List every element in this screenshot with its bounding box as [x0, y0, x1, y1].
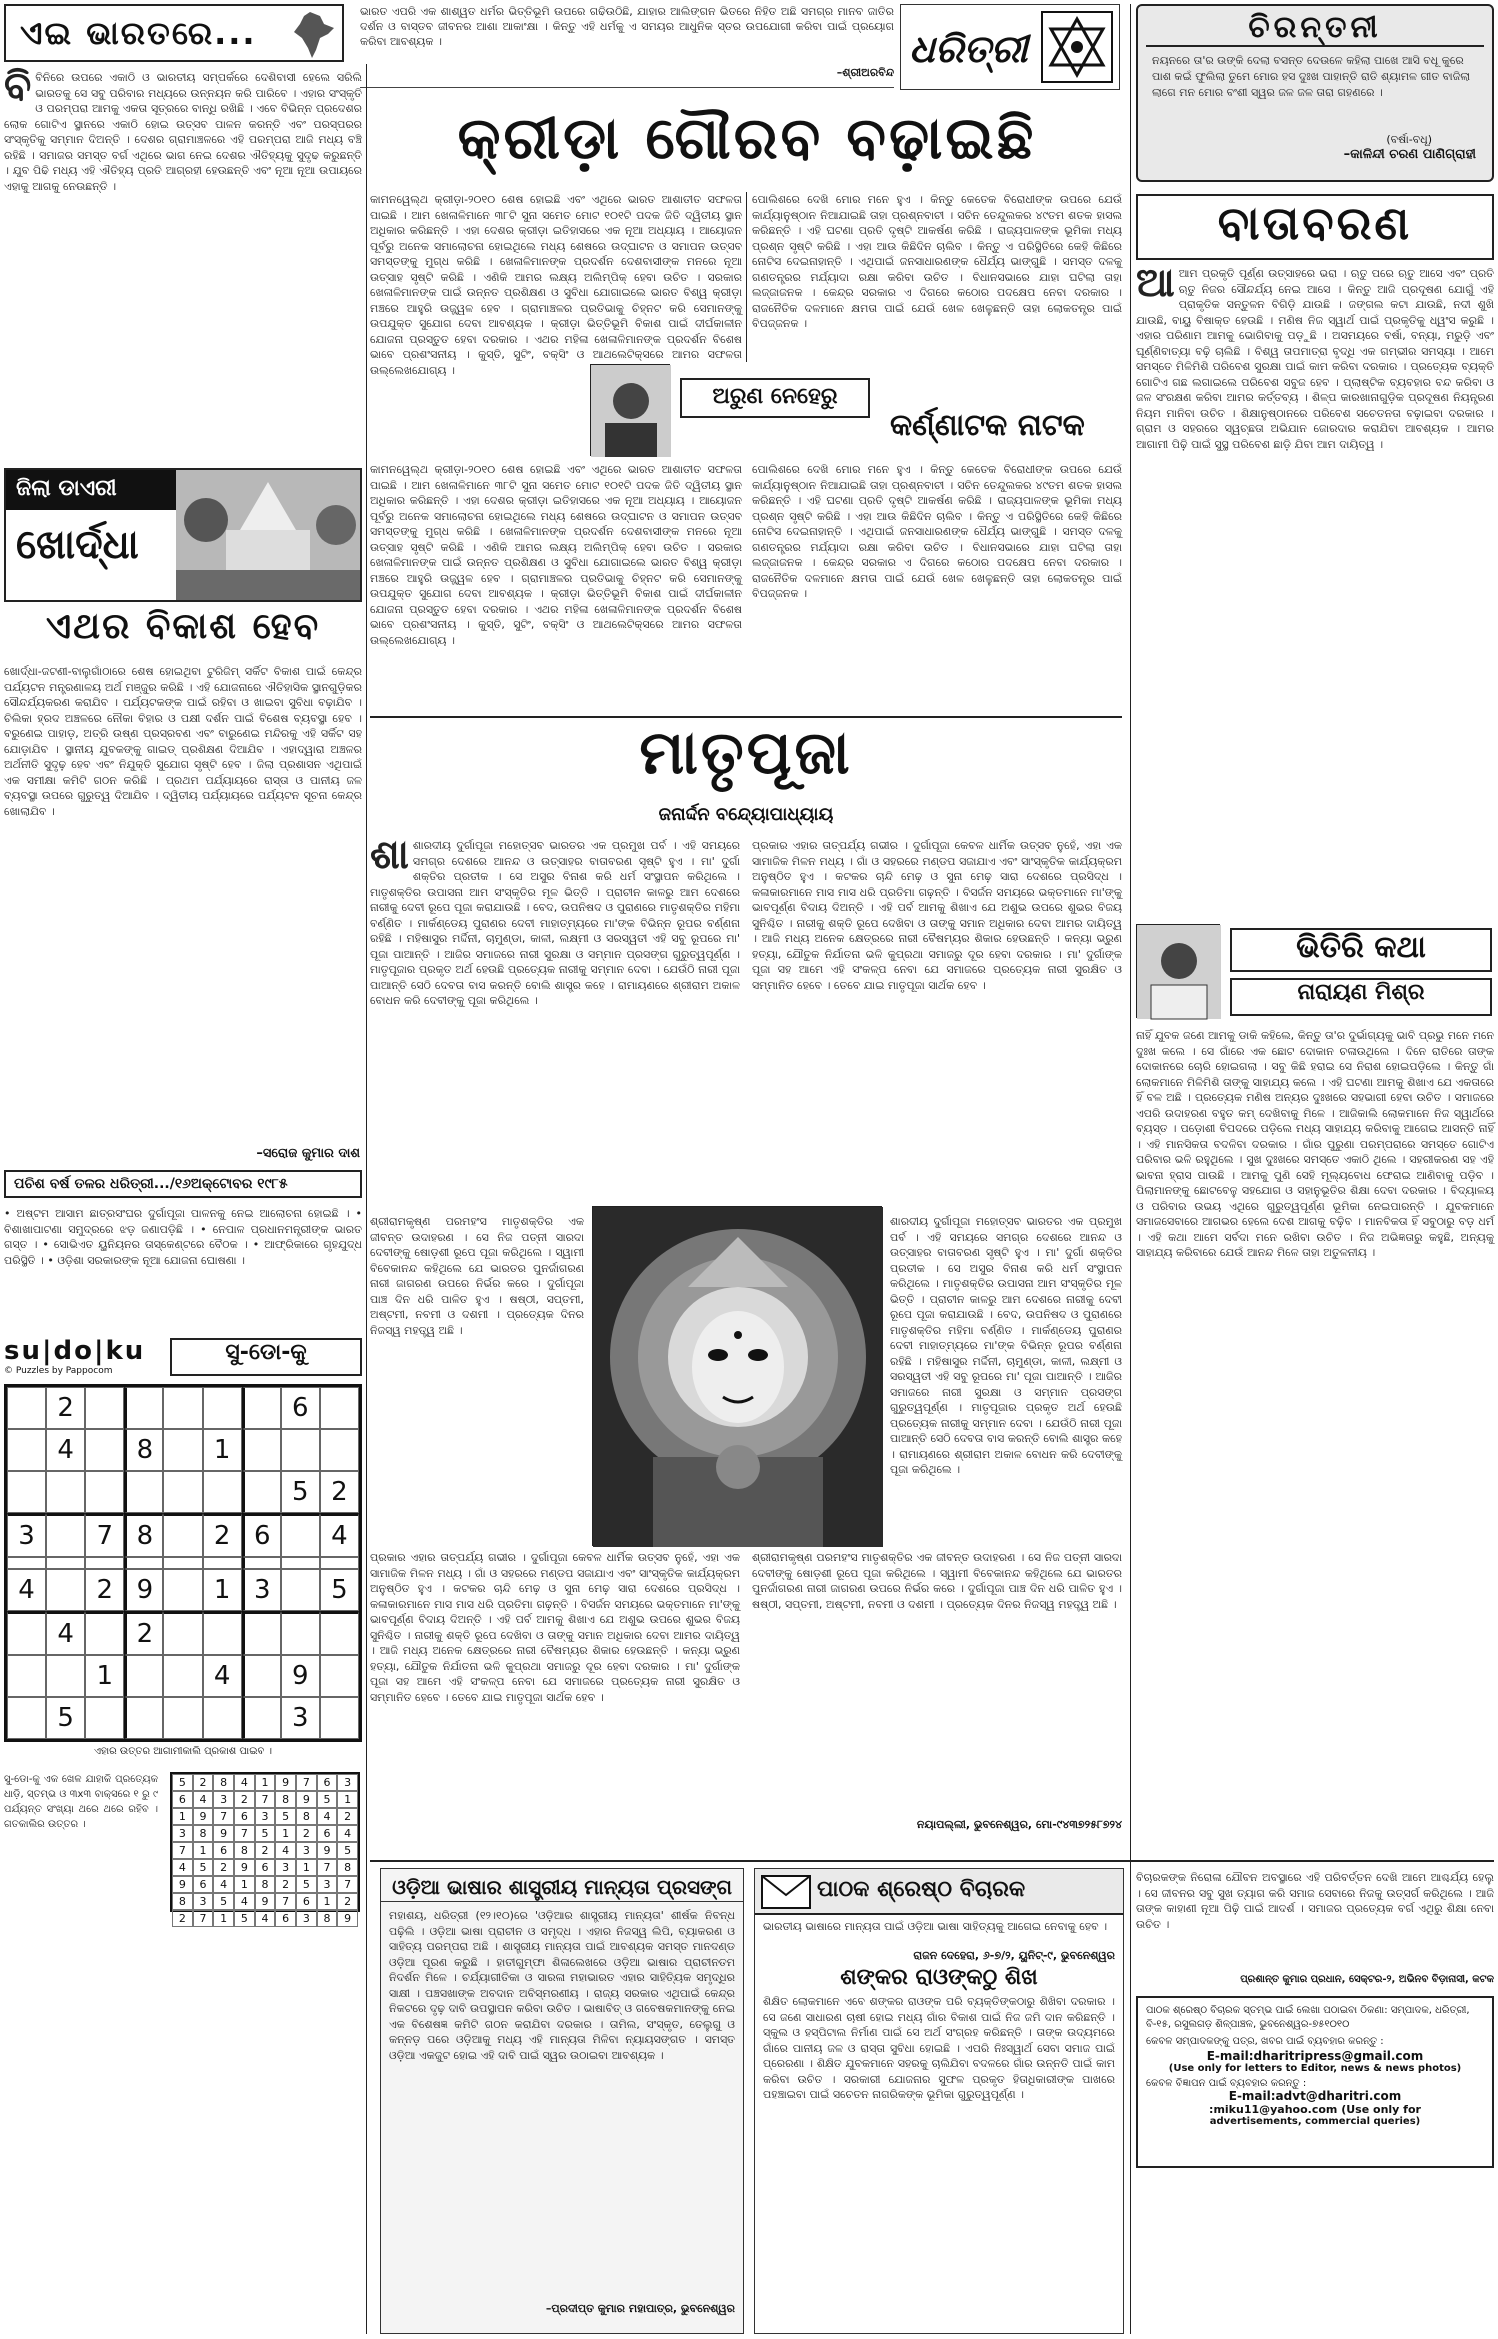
solution-cell: 1: [193, 1842, 214, 1859]
solution-cell: 5: [317, 1791, 338, 1808]
contact-email1[interactable]: E-mail:dharitripress@gmail.com: [1206, 2049, 1424, 2063]
krida-body: କାମନୱେଲ୍ଥ କ୍ରୀଡ଼ା-୨୦୧୦ ଶେଷ ହୋଇଛି ଏବଂ ଏଥିରେ ଭାରତ ଆଶାତୀତ ସଫଳତା ପାଇଛି । ଆମ ଖେଳାଳିମାନେ ୩୮ଟି ସୁନା ସମେତ ମୋଟ ୧୦୧ଟି ପଦକ ଜିତି ଦ୍ୱିତୀୟ ସ୍ଥାନ ଅଧିକାର କରିଛନ୍ତି । ଏହା ଦେଶର କ୍ରୀଡ଼ା ଇତିହାସରେ ଏକ ନୂଆ ଅଧ୍ୟାୟ । ଆୟୋଜନ ପୂର୍ବରୁ ଅନେକ ସମାଲୋଚନା ହୋଇଥିଲେ ମଧ୍ୟ ଶେଷରେ ଉଦ୍‌ଘାଟନ ଓ ସମାପନ ଉତ୍ସବ ସମସ୍ତଙ୍କୁ ମୁଗ୍ଧ କରିଛି । ଖେଳାଳିମାନଙ୍କ ପ୍ରଦର୍ଶନ ଦେଶବାସୀଙ୍କ ମନରେ ନୂଆ ଉତ୍ସାହ ସୃଷ୍ଟି କରିଛି । ଏଣିକି ଆମର ଲକ୍ଷ୍ୟ ଅଲିମ୍ପିକ୍ ହେବା ଉଚିତ । ସରକାର ଖେଳାଳିମାନଙ୍କ ପାଇଁ ଉନ୍ନତ ପ୍ରଶିକ୍ଷଣ ଓ ସୁବିଧା ଯୋଗାଇଲେ ଭାରତ ବିଶ୍ୱ କ୍ରୀଡ଼ା ମଞ୍ଚରେ ଆହୁରି ଉଜ୍ଜ୍ୱଳ ହେବ । ଗ୍ରାମାଞ୍ଚଳର ପ୍ରତିଭାକୁ ଚିହ୍ନଟ କରି ସେମାନଙ୍କୁ ଉପଯୁକ୍ତ ସୁଯୋଗ ଦେବା ଆବଶ୍ୟକ । କ୍ରୀଡ଼ା ଭିତ୍ତିଭୂମି ବିକାଶ ପାଇଁ ଦୀର୍ଘକାଳୀନ ଯୋଜନା ପ୍ରସ୍ତୁତ ହେବା ଦରକାର । ଏଥର ମହିଳା ଖେଳାଳିମାନଙ୍କ ପ୍ରଦର୍ଶନ ବିଶେଷ ଭାବେ ପ୍ରଶଂସନୀୟ । କୁସ୍ତି, ସୁଟିଂ, ବକ୍ସିଂ ଓ ଆଥଲେଟିକ୍ସରେ ଆମର ସଫଳତା ଉଲ୍ଲେଖଯୋଗ୍ୟ ।: [370, 193, 742, 377]
pathaka-body: ଶିକ୍ଷିତ ଲୋକମାନେ ଏବେ ଶଙ୍କର ରାଓଙ୍କ ପରି ବ୍ୟକ୍ତିଙ୍କଠାରୁ ଶିଖିବା ଦରକାର । ସେ ଜଣେ ସାଧାରଣ ଚାଷୀ ହୋଇ ମଧ୍ୟ ଗାଁର ବିକାଶ ପାଇଁ ନିଜ ଜମି ଦାନ କରିଛନ୍ତି । ସ୍କୁଲ ଓ ହସ୍ପିଟାଲ ନିର୍ମାଣ ପାଇଁ ସେ ଅର୍ଥ ସଂଗ୍ରହ କରିଛନ୍ତି । ତାଙ୍କ ଉଦ୍ୟମରେ ଗାଁରେ ପାନୀୟ ଜଳ ଓ ରାସ୍ତା ସୁବିଧା ହୋଇଛି । ଏପରି ନିଃସ୍ୱାର୍ଥ ସେବା ସମାଜ ପାଇଁ ପ୍ରେରଣା । ଶିକ୍ଷିତ ଯୁବକମାନେ ସହରକୁ ଚାଲିଯିବା ବଦଳରେ ଗାଁର ଉନ୍ନତି ପାଇଁ କାମ କରିବା ଉଚିତ । ସରକାରୀ ଯୋଜନାର ସୁଫଳ ପ୍ରକୃତ ହିତାଧିକାରୀଙ୍କ ପାଖରେ ପହଞ୍ଚାଇବା ପାଇଁ ସଚେତନ ନାଗରିକଙ୍କ ଭୂମିକା ଗୁରୁତ୍ୱପୂର୍ଣ୍ଣ ।: [763, 1995, 1115, 2101]
sudoku-cell: 4: [46, 1611, 85, 1655]
bikasha-body: ଖୋର୍ଦ୍ଧା-ଜଟଣୀ-ବାଲୁଗାଁଠାରେ ଶେଷ ହୋଇଥିବା ଟୁରିଜିମ୍ ସର୍କିଟ ବିକାଶ ପାଇଁ କେନ୍ଦ୍ର ପର୍ଯ୍ୟଟନ ମନ୍ତ୍ରଣାଳୟ ଅର୍ଥ ମଞ୍ଜୁର କରିଛି । ଏହି ଯୋଜନାରେ ଐତିହାସିକ ସ୍ଥାନଗୁଡ଼ିକର ସୌନ୍ଦର୍ଯ୍ୟକରଣ କରାଯିବ । ପର୍ଯ୍ୟଟକଙ୍କ ପାଇଁ ରହିବା ଓ ଖାଇବା ସୁବିଧା ବଢ଼ାଯିବ । ଚିଲିକା ହ୍ରଦ ଅଞ୍ଚଳରେ ନୌକା ବିହାର ଓ ପକ୍ଷୀ ଦର୍ଶନ ପାଇଁ ବିଶେଷ ବ୍ୟବସ୍ଥା ହେବ । ବରୁଣେଇ ପାହାଡ଼, ଅତ୍ରି ଉଷ୍ଣ ପ୍ରସ୍ରବଣ ଏବଂ ବାରୁଣେଇ ମନ୍ଦିରକୁ ଏହି ସର୍କିଟ ସହ ଯୋଡ଼ାଯିବ । ସ୍ଥାନୀୟ ଯୁବକଙ୍କୁ ଗାଇଡ୍ ପ୍ରଶିକ୍ଷଣ ଦିଆଯିବ । ଏହାଦ୍ୱାରା ଅଞ୍ଚଳର ଅର୍ଥନୀତି ସୁଦୃଢ଼ ହେବ ଏବଂ ନିଯୁକ୍ତି ସୁଯୋଗ ସୃଷ୍ଟି ହେବ । ଜିଲା ପ୍ରଶାସନ ଏଥିପାଇଁ ଏକ ସମୀକ୍ଷା କମିଟି ଗଠନ କରିଛି । ପ୍ରଥମ ପର୍ଯ୍ୟାୟରେ ରାସ୍ତା ଓ ପାନୀୟ ଜଳ ବ୍ୟବସ୍ଥା ଉପରେ ଗୁରୁତ୍ୱ ଦିଆଯିବ । ଦ୍ୱିତୀୟ ପର୍ଯ୍ୟାୟରେ ପର୍ଯ୍ୟଟନ ସୂଚନା କେନ୍ଦ୍ର ଖୋଲାଯିବ ।: [4, 665, 362, 818]
solution-cell: 4: [193, 1791, 214, 1808]
sudoku-cell: [85, 1611, 124, 1655]
solution-cell: 6: [317, 1774, 338, 1791]
sudoku-cell: [281, 1429, 320, 1471]
solution-cell: 9: [296, 1791, 317, 1808]
krida-body-continued: କାମନୱେଲ୍ଥ କ୍ରୀଡ଼ା-୨୦୧୦ ଶେଷ ହୋଇଛି ଏବଂ ଏଥିରେ ଭାରତ ଆଶାତୀତ ସଫଳତା ପାଇଛି । ଆମ ଖେଳାଳିମାନେ ୩୮ଟି ସୁନା ସମେତ ମୋଟ ୧୦୧ଟି ପଦକ ଜିତି ଦ୍ୱିତୀୟ ସ୍ଥାନ ଅଧିକାର କରିଛନ୍ତି । ଏହା ଦେଶର କ୍ରୀଡ଼ା ଇତିହାସରେ ଏକ ନୂଆ ଅଧ୍ୟାୟ । ଆୟୋଜନ ପୂର୍ବରୁ ଅନେକ ସମାଲୋଚନା ହୋଇଥିଲେ ମଧ୍ୟ ଶେଷରେ ଉଦ୍‌ଘାଟନ ଓ ସମାପନ ଉତ୍ସବ ସମସ୍ତଙ୍କୁ ମୁଗ୍ଧ କରିଛି । ଖେଳାଳିମାନଙ୍କ ପ୍ରଦର୍ଶନ ଦେଶବାସୀଙ୍କ ମନରେ ନୂଆ ଉତ୍ସାହ ସୃଷ୍ଟି କରିଛି । ଏଣିକି ଆମର ଲକ୍ଷ୍ୟ ଅଲିମ୍ପିକ୍ ହେବା ଉଚିତ । ସରକାର ଖେଳାଳିମାନଙ୍କ ପାଇଁ ଉନ୍ନତ ପ୍ରଶିକ୍ଷଣ ଓ ସୁବିଧା ଯୋଗାଇଲେ ଭାରତ ବିଶ୍ୱ କ୍ରୀଡ଼ା ମଞ୍ଚରେ ଆହୁରି ଉଜ୍ଜ୍ୱଳ ହେବ । ଗ୍ରାମାଞ୍ଚଳର ପ୍ରତିଭାକୁ ଚିହ୍ନଟ କରି ସେମାନଙ୍କୁ ଉପଯୁକ୍ତ ସୁଯୋଗ ଦେବା ଆବଶ୍ୟକ । କ୍ରୀଡ଼ା ଭିତ୍ତିଭୂମି ବିକାଶ ପାଇଁ ଦୀର୍ଘକାଳୀନ ଯୋଜନା ପ୍ରସ୍ତୁତ ହେବା ଦରକାର । ଏଥର ମହିଳା ଖେଳାଳିମାନଙ୍କ ପ୍ରଦର୍ଶନ ବିଶେଷ ଭାବେ ପ୍ରଶଂସନୀୟ । କୁସ୍ତି, ସୁଟିଂ, ବକ୍ସିଂ ଓ ଆଥଲେଟିକ୍ସରେ ଆମର ସଫଳତା ଉଲ୍ଲେଖଯୋଗ୍ୟ ।: [370, 463, 742, 647]
sudoku-cell: 2: [46, 1387, 85, 1429]
batabarana-title: ବାତାବରଣ: [1136, 194, 1494, 260]
karnataka-headline: କର୍ଣ୍ଣାଟକ ନାଟକ: [890, 408, 1085, 443]
contact-email2-b[interactable]: :miku11@yahoo.com (Use only for: [1209, 2103, 1421, 2116]
section-title: ଏଇ ଭାରତରେ...: [20, 14, 257, 52]
odia-bhasha-headline: ଓଡ଼ିଆ ଭାଷାର ଶାସ୍ତ୍ରୀୟ ମାନ୍ୟତା ପ୍ରସଙ୍ଗ: [381, 1869, 743, 1902]
jilla-district: ଖୋର୍ଦ୍ଧା: [16, 522, 139, 568]
solution-cell: 2: [337, 1808, 358, 1825]
sudoku-cell: [203, 1697, 242, 1739]
solution-cell: 8: [172, 1893, 193, 1910]
sudoku-cell: 1: [203, 1569, 242, 1611]
sudoku-cell: [320, 1387, 359, 1429]
sudoku-solution-grid: [170, 1772, 360, 1925]
solution-cell: 3: [296, 1910, 317, 1927]
sudoku-cell: 8: [124, 1513, 163, 1557]
matrupuja-body-bottom-left: ପ୍ରକାର ଏହାର ତାତ୍ପର୍ଯ୍ୟ ଗଭୀର । ଦୁର୍ଗାପୂଜା କେବଳ ଧାର୍ମିକ ଉତ୍ସବ ନୁହେଁ, ଏହା ଏକ ସାମାଜିକ ମିଳନ ମଧ୍ୟ । ଗାଁ ଓ ସହରରେ ମଣ୍ଡପ ସଜାଯାଏ ଏବଂ ସାଂସ୍କୃତିକ କାର୍ଯ୍ୟକ୍ରମ ଅନୁଷ୍ଠିତ ହୁଏ । କଟକର ଚାନ୍ଦି ମେଢ଼ ଓ ସୁନା ମେଢ଼ ସାରା ଦେଶରେ ପ୍ରସିଦ୍ଧ । କଳାକାରମାନେ ମାସ ମାସ ଧରି ପ୍ରତିମା ଗଢ଼ନ୍ତି । ବିସର୍ଜନ ସମୟରେ ଭକ୍ତମାନେ ମା'ଙ୍କୁ ଭାବପୂର୍ଣ୍ଣ ବିଦାୟ ଦିଅନ୍ତି । ଏହି ପର୍ବ ଆମକୁ ଶିଖାଏ ଯେ ଅଶୁଭ ଉପରେ ଶୁଭର ବିଜୟ ସୁନିଶ୍ଚିତ । ନାରୀକୁ ଶକ୍ତି ରୂପେ ଦେଖିବା ଓ ତାଙ୍କୁ ସମାନ ଅଧିକାର ଦେବା ଆମର ଦାୟିତ୍ୱ । ଆଜି ମଧ୍ୟ ଅନେକ କ୍ଷେତ୍ରରେ ନାରୀ ବୈଷମ୍ୟର ଶିକାର ହେଉଛନ୍ତି । କନ୍ୟା ଭ୍ରୁଣ ହତ୍ୟା, ଯୌତୁକ ନିର୍ଯାତନା ଭଳି କୁପ୍ରଥା ସମାଜରୁ ଦୂର ହେବା ଦରକାର । ମା' ଦୁର୍ଗାଙ୍କ ପୂଜା ସହ ଆମେ ଏହି ସଂକଳ୍ପ ନେବା ଯେ ସମାଜରେ ପ୍ରତ୍ୟେକ ନାରୀ ସୁରକ୍ଷିତ ଓ ସମ୍ମାନିତ ହେବେ । ତେବେ ଯାଇ ମାତୃପୂଜା ସାର୍ଥକ ହେବ ।: [370, 1551, 740, 1704]
solution-cell: 3: [193, 1893, 214, 1910]
bhitiri-box: [1136, 924, 1494, 1020]
chirantani-title: ଚିରନ୍ତନୀ: [1146, 6, 1484, 47]
sudoku-help-text: ସୁ-ଡୋ-କୁ ଏକ ଖେଳ ଯାହାକି ପ୍ରତ୍ୟେକ ଧାଡ଼ି, ସ୍ତମ୍ଭ ଓ ୩x୩ ବାକ୍ସରେ ୧ ରୁ ୯ ପର୍ଯ୍ୟନ୍ତ ସଂଖ୍ୟା ଥରେ ଥରେ ରହିବ । ଗତକାଲିର ଉତ୍ତର ।: [4, 1774, 158, 1830]
envelope-icon: [761, 1875, 811, 1909]
solution-cell: 3: [275, 1859, 296, 1876]
sudoku-cell: [242, 1655, 281, 1697]
sudoku-cell: 2: [203, 1513, 242, 1557]
solution-cell: 6: [172, 1791, 193, 1808]
sudoku-cell: [124, 1471, 163, 1513]
section-title-box: [4, 4, 344, 62]
solution-cell: 3: [296, 1842, 317, 1859]
bharat-article-body: ବିବିନିରେ ଉପରେ ଏକାଠି ଓ ଭାରତୀୟ ସମ୍ପର୍କରେ ଦେଶିବାସୀ ହେଲେ ସରିଲି ଭାରତକୁ ସେ ସବୁ ପରିବାର ମଧ୍ୟରେ ଉନ୍ନୟନ କରି ପାରିବେ । ଏହାର ସଂସ୍କୃତି ଓ ପରମ୍ପରା ଆମକୁ ଏକତା ସୂତ୍ରରେ ବାନ୍ଧି ରଖିଛି । ଏବେ ବିଭିନ୍ନ ପ୍ରଦେଶର ଲୋକ ଗୋଟିଏ ସ୍ଥାନରେ ଏକାଠି ହୋଇ ଉତ୍ସବ ପାଳନ କରନ୍ତି ଏବଂ ପରସ୍ପରର ସଂସ୍କୃତିକୁ ସମ୍ମାନ ଦିଅନ୍ତି । ଦେଶର ଗ୍ରାମାଞ୍ଚଳରେ ଏହି ପରମ୍ପରା ଆଜି ମଧ୍ୟ ବଞ୍ଚି ରହିଛି । ସମାଜର ସମସ୍ତ ବର୍ଗ ଏଥିରେ ଭାଗ ନେଇ ଦେଶର ଐତିହ୍ୟକୁ ସୁଦୃଢ କରୁଛନ୍ତି । ଯୁବ ପିଢି ମଧ୍ୟ ଏହି ଐତିହ୍ୟ ପ୍ରତି ଆଗ୍ରହୀ ହେଉଛନ୍ତି ଏବଂ ନୂଆ ନୂଆ ଉପାୟରେ ଏହାକୁ ଆଗକୁ ନେଉଛନ୍ତି ।: [4, 63, 362, 193]
solution-cell: 8: [213, 1774, 234, 1791]
solution-cell: 4: [317, 1808, 338, 1825]
solution-cell: 8: [317, 1910, 338, 1927]
sudoku-cell: [124, 1697, 163, 1739]
solution-cell: 8: [255, 1876, 276, 1893]
solution-cell: 5: [255, 1825, 276, 1842]
solution-cell: 9: [255, 1893, 276, 1910]
solution-cell: 8: [234, 1842, 255, 1859]
solution-cell: 4: [213, 1876, 234, 1893]
sudoku-cell: 4: [203, 1655, 242, 1697]
sudoku-publisher: © Puzzles by Pappocom: [4, 1366, 113, 1376]
sudoku-cell: [85, 1557, 124, 1569]
sudoku-cell: 9: [124, 1569, 163, 1611]
solution-cell: 2: [296, 1825, 317, 1842]
pathaka-subhead: ଶଙ୍କର ରାଓଙ୍କଠୁ ଶିଖ: [840, 1965, 1038, 1990]
solution-cell: 3: [255, 1808, 276, 1825]
solution-cell: 5: [275, 1808, 296, 1825]
matrupuja-body-right: ପ୍ରକାର ଏହାର ତାତ୍ପର୍ଯ୍ୟ ଗଭୀର । ଦୁର୍ଗାପୂଜା କେବଳ ଧାର୍ମିକ ଉତ୍ସବ ନୁହେଁ, ଏହା ଏକ ସାମାଜିକ ମିଳନ ମଧ୍ୟ । ଗାଁ ଓ ସହରରେ ମଣ୍ଡପ ସଜାଯାଏ ଏବଂ ସାଂସ୍କୃତିକ କାର୍ଯ୍ୟକ୍ରମ ଅନୁଷ୍ଠିତ ହୁଏ । କଟକର ଚାନ୍ଦି ମେଢ଼ ଓ ସୁନା ମେଢ଼ ସାରା ଦେଶରେ ପ୍ରସିଦ୍ଧ । କଳାକାରମାନେ ମାସ ମାସ ଧରି ପ୍ରତିମା ଗଢ଼ନ୍ତି । ବିସର୍ଜନ ସମୟରେ ଭକ୍ତମାନେ ମା'ଙ୍କୁ ଭାବପୂର୍ଣ୍ଣ ବିଦାୟ ଦିଅନ୍ତି । ଏହି ପର୍ବ ଆମକୁ ଶିଖାଏ ଯେ ଅଶୁଭ ଉପରେ ଶୁଭର ବିଜୟ ସୁନିଶ୍ଚିତ । ନାରୀକୁ ଶକ୍ତି ରୂପେ ଦେଖିବା ଓ ତାଙ୍କୁ ସମାନ ଅଧିକାର ଦେବା ଆମର ଦାୟିତ୍ୱ । ଆଜି ମଧ୍ୟ ଅନେକ କ୍ଷେତ୍ରରେ ନାରୀ ବୈଷମ୍ୟର ଶିକାର ହେଉଛନ୍ତି । କନ୍ୟା ଭ୍ରୁଣ ହତ୍ୟା, ଯୌତୁକ ନିର୍ଯାତନା ଭଳି କୁପ୍ରଥା ସମାଜରୁ ଦୂର ହେବା ଦରକାର । ମା' ଦୁର୍ଗାଙ୍କ ପୂଜା ସହ ଆମେ ଏହି ସଂକଳ୍ପ ନେବା ଯେ ସମାଜରେ ପ୍ରତ୍ୟେକ ନାରୀ ସୁରକ୍ଷିତ ଓ ସମ୍ମାନିତ ହେବେ । ତେବେ ଯାଇ ମାତୃପୂଜା ସାର୍ଥକ ହେବ ।: [752, 839, 1122, 992]
sudoku-cell: [46, 1471, 85, 1513]
sudoku-cell: [281, 1557, 320, 1569]
sudoku-cell: [7, 1471, 46, 1513]
solution-cell: 7: [193, 1910, 214, 1927]
sudoku-title-oriya: ସୁ-ଡୋ-କୁ: [170, 1338, 362, 1376]
sudoku-cell: 8: [124, 1429, 163, 1471]
sudoku-cell: 4: [320, 1513, 359, 1557]
solution-cell: 5: [172, 1774, 193, 1791]
sudoku-cell: 3: [242, 1569, 281, 1611]
author-photo-narayan-mishra: [1136, 924, 1220, 1018]
krida-headline: କ୍ରୀଡ଼ା ଗୌରବ ବଢ଼ାଇଛି: [457, 104, 1037, 172]
sudoku-cell: [163, 1387, 202, 1429]
sudoku-cell: 4: [7, 1569, 46, 1611]
solution-cell: 1: [213, 1910, 234, 1927]
solution-cell: 7: [213, 1808, 234, 1825]
solution-cell: 4: [337, 1825, 358, 1842]
solution-cell: 4: [255, 1910, 276, 1927]
solution-cell: 2: [234, 1791, 255, 1808]
matrupuja-body-mid-right: ଶାରଦୀୟ ଦୁର୍ଗାପୂଜା ମହୋତ୍ସବ ଭାରତର ଏକ ପ୍ରମୁଖ ପର୍ବ । ଏହି ସମୟରେ ସମଗ୍ର ଦେଶରେ ଆନନ୍ଦ ଓ ଉତ୍ସାହର ବାତାବରଣ ସୃଷ୍ଟି ହୁଏ । ମା' ଦୁର୍ଗା ଶକ୍ତିର ପ୍ରତୀକ । ସେ ଅସୁର ବିନାଶ କରି ଧର୍ମ ସଂସ୍ଥାପନ କରିଥିଲେ । ମାତୃଶକ୍ତିର ଉପାସନା ଆମ ସଂସ୍କୃତିର ମୂଳ ଭିତ୍ତି । ପ୍ରାଚୀନ କାଳରୁ ଆମ ଦେଶରେ ନାରୀକୁ ଦେବୀ ରୂପେ ପୂଜା କରାଯାଉଛି । ବେଦ, ଉପନିଷଦ ଓ ପୁରାଣରେ ମାତୃଶକ୍ତିର ମହିମା ବର୍ଣ୍ଣିତ । ମାର୍କଣ୍ଡେୟ ପୁରାଣର ଦେବୀ ମାହାତ୍ମ୍ୟରେ ମା'ଙ୍କ ବିଭିନ୍ନ ରୂପର ବର୍ଣ୍ଣନା ରହିଛି । ମହିଷାସୁର ମର୍ଦ୍ଦିନୀ, ଚାମୁଣ୍ଡା, କାଳୀ, ଲକ୍ଷ୍ମୀ ଓ ସରସ୍ୱତୀ ଏହି ସବୁ ରୂପରେ ମା' ପୂଜା ପାଆନ୍ତି । ଆଜିର ସମାଜରେ ନାରୀ ସୁରକ୍ଷା ଓ ସମ୍ମାନ ପ୍ରସଙ୍ଗ ଗୁରୁତ୍ୱପୂର୍ଣ୍ଣ । ମାତୃପୂଜାର ପ୍ରକୃତ ଅର୍ଥ ହେଉଛି ପ୍ରତ୍ୟେକ ନାରୀକୁ ସମ୍ମାନ ଦେବା । ଯେଉଁଠି ନାରୀ ପୂଜା ପାଆନ୍ତି ସେଠି ଦେବତା ବାସ କରନ୍ତି ବୋଲି ଶାସ୍ତ୍ର କହେ । ରାମାୟଣରେ ଶ୍ରୀରାମ ଅକାଳ ବୋଧନ କରି ଦେବୀଙ୍କୁ ପୂଜା କରିଥିଲେ ।: [890, 1215, 1122, 1476]
sudoku-cell: [203, 1387, 242, 1429]
right-bottom-byline: ପ୍ରଶାନ୍ତ କୁମାର ପ୍ରଧାନ, ସେକ୍ଟର-୨, ଅଭିନବ ବିଡ଼ାନାସୀ, କଟକ: [1240, 1974, 1494, 1985]
sudoku-cell: 2: [85, 1569, 124, 1611]
odia-bhasha-box: [380, 1868, 744, 2334]
sudoku-cell: [163, 1569, 202, 1611]
solution-cell: 1: [275, 1825, 296, 1842]
solution-cell: 6: [317, 1825, 338, 1842]
sudoku-cell: [7, 1611, 46, 1655]
sudoku-cell: [85, 1471, 124, 1513]
sudoku-cell: [7, 1387, 46, 1429]
solution-cell: 7: [275, 1893, 296, 1910]
solution-cell: 5: [213, 1893, 234, 1910]
sudoku-cell: [85, 1429, 124, 1471]
durga-idol-image: [592, 1206, 882, 1546]
sudoku-cell: [7, 1655, 46, 1697]
sudoku-cell: [320, 1429, 359, 1471]
pathaka-intro: ଭାରତୀୟ ଭାଷାରେ ମାନ୍ୟତା ପାଇଁ ଓଡ଼ିଆ ଭାଷା ସାହିତ୍ୟକୁ ଆଗେଇ ନେବାକୁ ହେବ ।: [763, 1920, 1108, 1933]
pachisa-body: • ଅଷ୍ଟମ ଆସାମ ଛାତ୍ରସଂଘର ଦୁର୍ଗାପୂଜା ପାଳନକୁ ନେଇ ଆଲୋଚନା ହୋଇଛି । • ବିଶାଖାପାଟଣା ସମୁଦ୍ରରେ ଝଡ଼ ଜଣାପଡ଼ିଛି । • ନେପାଳ ପ୍ରଧାନମନ୍ତ୍ରୀଙ୍କ ଭାରତ ଗସ୍ତ । • ସୋଭିଏତ ୟୁନିୟନର ତାସ୍କେଣ୍ଟରେ ବୈଠକ । • ଆଫ୍ରିକାରେ ଗୃହଯୁଦ୍ଧ ପରିସ୍ଥିତି । • ଓଡ଼ିଶା ସରକାରଙ୍କ ନୂଆ ଯୋଜନା ଘୋଷଣା ।: [4, 1207, 362, 1267]
chirantani-subtitle: (ବର୍ଷା-ବଧୂ): [1386, 133, 1432, 146]
solution-cell: 2: [172, 1910, 193, 1927]
paper-logo: [900, 4, 1120, 90]
sudoku-grid: [4, 1384, 362, 1742]
solution-cell: 7: [337, 1876, 358, 1893]
solution-cell: 4: [275, 1842, 296, 1859]
chirantani-poem: ନୟନରେ ତା'ର ଉଙ୍କି ଦେଲା ବସନ୍ତ ଦେଉଳେ କହିଲା ପାଖେ ଆସି ବଧୂ କୁରେ ପାଶ କଇଁ ଫୁଲିଲା ତୁମେ ମୋର ହସ ଦୁଃଖ ପାହାନ୍ତି ରାତି ଶ୍ୟାମଳ ଗୀତ ବାଜିଲା ଲାଗେ ମନ ମୋର ବଂଶୀ ସ୍ୱର ଜଳ ଜଳ ତାରା ଗହଣରେ ।: [1152, 54, 1471, 99]
author-photo-arun-nehru: [590, 364, 670, 456]
pathaka-box: [754, 1868, 1124, 2334]
sudoku-cell: 4: [46, 1429, 85, 1471]
jilla-label: ଜିଲା ଡାଏରୀ: [6, 470, 178, 510]
sudoku-cell: [242, 1611, 281, 1655]
solution-cell: 1: [337, 1791, 358, 1808]
pachisa-heading: ପଚିଶ ବର୍ଷ ତଳର ଧରିତ୍ରୀ.../୧୬ଅକ୍ଟୋବର ୧୯୮୫: [4, 1170, 362, 1198]
solution-cell: 6: [275, 1910, 296, 1927]
solution-cell: 8: [296, 1808, 317, 1825]
matrupuja-headline: ମାତୃପୂଜା: [639, 718, 853, 788]
solution-cell: 1: [296, 1859, 317, 1876]
matrupuja-body-bottom-right: ଶ୍ରୀରାମକୃଷ୍ଣ ପରମହଂସ ମାତୃଶକ୍ତିର ଏକ ଜୀବନ୍ତ ଉଦାହରଣ । ସେ ନିଜ ପତ୍ନୀ ସାରଦା ଦେବୀଙ୍କୁ ଷୋଡ଼ଶୀ ରୂପେ ପୂଜା କରିଥିଲେ । ସ୍ୱାମୀ ବିବେକାନନ୍ଦ କହିଥିଲେ ଯେ ଭାରତର ପୁନର୍ଜାଗରଣ ନାରୀ ଜାଗରଣ ଉପରେ ନିର୍ଭର କରେ । ଦୁର୍ଗାପୂଜା ପାଞ୍ଚ ଦିନ ଧରି ପାଳିତ ହୁଏ । ଷଷ୍ଠୀ, ସପ୍ତମୀ, ଅଷ୍ଟମୀ, ନବମୀ ଓ ଦଶମୀ । ପ୍ରତ୍ୟେକ ଦିନର ନିଜସ୍ୱ ମହତ୍ତ୍ୱ ଅଛି ।: [752, 1551, 1122, 1611]
sudoku-cell: [46, 1557, 85, 1569]
sudoku-cell: [242, 1387, 281, 1429]
solution-cell: 6: [255, 1859, 276, 1876]
sudoku-header: [4, 1336, 362, 1380]
sudoku-brand: su|do|ku: [4, 1336, 146, 1366]
pathaka-header: [755, 1869, 1123, 1915]
sudoku-cell: [203, 1611, 242, 1655]
odia-bhasha-author: –ପ୍ରଦୀପ୍ତ କୁମାର ମହାପାତ୍ର, ଭୁବନେଶ୍ୱର: [545, 2302, 735, 2315]
solution-cell: 5: [193, 1859, 214, 1876]
bhitiri-body: ନାହିଁ ଯୁବକ ଜଣେ ଆମକୁ ଡାକି କହିଲେ, କିନ୍ତୁ ତା'ର ଦୁର୍ଭାଗ୍ୟକୁ ଭାବି ପ୍ରଭୁ ମନେ ମନେ ଦୁଃଖ କଲେ । ସେ ଗାଁରେ ଏକ ଛୋଟ ଦୋକାନ ଚଳାଉଥିଲେ । ଦିନେ ରାତିରେ ତାଙ୍କ ଦୋକାନରେ ଚୋରି ହୋଇଗଲା । ସବୁ କିଛି ହରାଇ ସେ ନିରାଶ ହୋଇପଡ଼ିଲେ । କିନ୍ତୁ ଗାଁ ଲୋକମାନେ ମିଳିମିଶି ତାଙ୍କୁ ସାହାଯ୍ୟ କଲେ । ଏହି ଘଟଣା ଆମକୁ ଶିଖାଏ ଯେ ଏକତାରେ ହିଁ ବଳ ଅଛି । ପ୍ରତ୍ୟେକ ମଣିଷ ଅନ୍ୟର ଦୁଃଖରେ ସହଭାଗୀ ହେବା ଉଚିତ । ସମାଜରେ ଏପରି ଉଦାହରଣ ବହୁତ କମ୍ ଦେଖିବାକୁ ମିଳେ । ଆଜିକାଲି ଲୋକମାନେ ନିଜ ସ୍ୱାର୍ଥରେ ବ୍ୟସ୍ତ । ପଡ଼ୋଶୀ ବିପଦରେ ପଡ଼ିଲେ ମଧ୍ୟ ସାହାଯ୍ୟ କରିବାକୁ ଆଗେଇ ଆସନ୍ତି ନାହିଁ । ଏହି ମାନସିକତା ବଦଳିବା ଦରକାର । ଗାଁର ପୁରୁଣା ପରମ୍ପରାରେ ସମସ୍ତେ ଗୋଟିଏ ପରିବାର ଭଳି ରହୁଥିଲେ । ସୁଖ ଦୁଃଖରେ ସମସ୍ତେ ଏକାଠି ଥିଲେ । ସହରୀକରଣ ସହ ଏହି ଭାବନା ହ୍ରାସ ପାଉଛି । ଆମକୁ ପୁଣି ସେହି ମୂଲ୍ୟବୋଧ ଫେରାଇ ଆଣିବାକୁ ପଡ଼ିବ । ପିଲାମାନଙ୍କୁ ଛୋଟବେଳୁ ସହଯୋଗ ଓ ସହାନୁଭୂତିର ଶିକ୍ଷା ଦେବା ଦରକାର । ବିଦ୍ୟାଳୟ ଓ ପରିବାର ଉଭୟ ଏଥିରେ ଗୁରୁତ୍ୱପୂର୍ଣ୍ଣ ଭୂମିକା ନେଇପାରନ୍ତି । ଯୁବକମାନେ ସମାଜସେବାରେ ଆଗଭର ହେଲେ ଦେଶ ଆଗକୁ ବଢ଼ିବ । ମାନବିକତା ହିଁ ସବୁଠାରୁ ବଡ଼ ଧର୍ମ । ଏହି କଥା ଆମେ ସର୍ବଦା ମନେ ରଖିବା ଉଚିତ । ନିଜ ଅଭିଜ୍ଞତାରୁ କହୁଛି, ଅନ୍ୟକୁ ସାହାଯ୍ୟ କରିବାରେ ଯେଉଁ ଆନନ୍ଦ ମିଳେ ତାହା ଅତୁଳନୀୟ ।: [1136, 1029, 1494, 1259]
sudoku-cell: [124, 1557, 163, 1569]
solution-cell: 5: [337, 1842, 358, 1859]
solution-cell: 6: [213, 1842, 234, 1859]
contact-box: [1136, 1996, 1494, 2168]
sudoku-cell: 9: [281, 1655, 320, 1697]
solution-cell: 9: [213, 1825, 234, 1842]
sudoku-cell: 3: [7, 1513, 46, 1557]
sudoku-cell: 2: [320, 1471, 359, 1513]
sudoku-cell: [46, 1569, 85, 1611]
solution-cell: 2: [255, 1842, 276, 1859]
sudoku-cell: [85, 1387, 124, 1429]
sudoku-cell: [281, 1611, 320, 1655]
sudoku-cell: 2: [124, 1611, 163, 1655]
sudoku-cell: [7, 1429, 46, 1471]
quote-box: [360, 4, 894, 88]
karnataka-body-continued: ପୋଲିଶରେ ଦେଖି ମୋର ମନେ ହୁଏ । କିନ୍ତୁ କେତେକ ବିରୋଧୀଙ୍କ ଉପରେ ଯେଉଁ କାର୍ଯ୍ୟାନୁଷ୍ଠାନ ନିଆଯାଇଛି ତାହା ପ୍ରଶ୍ନବାଚୀ । ସଚିନ ତେନ୍ଦୁଲକର ୪୯ତମ ଶତକ ହାସଲ କରିଛନ୍ତି । ଏହି ଘଟଣା ପ୍ରତି ଦୃଷ୍ଟି ଆକର୍ଷଣ କରିଛି । ରାଜ୍ୟପାଳଙ୍କ ଭୂମିକା ମଧ୍ୟ ପ୍ରଶ୍ନ ସୃଷ୍ଟି କରିଛି । ଏହା ଆଉ କିଛିଦିନ ଚାଲିବ । କିନ୍ତୁ ଏ ପରିସ୍ଥିତିରେ କେହି କିଛିରେ ନୋଟିସ ଦେଇନାହାନ୍ତି । ଏଥିପାଇଁ ଜନସାଧାରଣଙ୍କ ଧୈର୍ଯ୍ୟ ଭାଙ୍ଗୁଛି । ସମସ୍ତ ଦଳକୁ ଗଣତନ୍ତ୍ରର ମର୍ଯ୍ୟାଦା ରକ୍ଷା କରିବା ଉଚିତ । ବିଧାନସଭାରେ ଯାହା ଘଟିଲା ତାହା ଲଜ୍ଜାଜନକ । କେନ୍ଦ୍ର ସରକାର ଏ ଦିଗରେ କଠୋର ପଦକ୍ଷେପ ନେବା ଦରକାର । ରାଜନୈତିକ ଦଳମାନେ କ୍ଷମତା ପାଇଁ ଯେଉଁ ଖେଳ ଖେଳୁଛନ୍ତି ତାହା ଲୋକତନ୍ତ୍ର ପାଇଁ ବିପଜ୍ଜନକ ।: [752, 463, 1122, 600]
matrupuja-body-mid-left: ଶ୍ରୀରାମକୃଷ୍ଣ ପରମହଂସ ମାତୃଶକ୍ତିର ଏକ ଜୀବନ୍ତ ଉଦାହରଣ । ସେ ନିଜ ପତ୍ନୀ ସାରଦା ଦେବୀଙ୍କୁ ଷୋଡ଼ଶୀ ରୂପେ ପୂଜା କରିଥିଲେ । ସ୍ୱାମୀ ବିବେକାନନ୍ଦ କହିଥିଲେ ଯେ ଭାରତର ପୁନର୍ଜାଗରଣ ନାରୀ ଜାଗରଣ ଉପରେ ନିର୍ଭର କରେ । ଦୁର୍ଗାପୂଜା ପାଞ୍ଚ ଦିନ ଧରି ପାଳିତ ହୁଏ । ଷଷ୍ଠୀ, ସପ୍ତମୀ, ଅଷ୍ଟମୀ, ନବମୀ ଓ ଦଶମୀ । ପ୍ରତ୍ୟେକ ଦିନର ନିଜସ୍ୱ ମହତ୍ତ୍ୱ ଅଛି ।: [370, 1215, 584, 1337]
solution-cell: 4: [234, 1893, 255, 1910]
sudoku-cell: [242, 1557, 281, 1569]
solution-cell: 1: [172, 1808, 193, 1825]
sudoku-cell: [320, 1557, 359, 1569]
solution-cell: 3: [213, 1791, 234, 1808]
solution-cell: 3: [317, 1876, 338, 1893]
solution-cell: 1: [234, 1876, 255, 1893]
right-bottom-body: ବିଚାରକଙ୍କ ନିରୋଳା ଯୌବନ ଅବସ୍ଥାରେ ଏହି ପରିବର୍ତ୍ତନ ଦେଖି ଆମେ ଆଶ୍ଚର୍ଯ୍ୟ ହେଲୁ । ସେ ଜୀବନର ସବୁ ସୁଖ ତ୍ୟାଗ କରି ସମାଜ ସେବାରେ ନିଜକୁ ଉତ୍ସର୍ଗ କରିଥିଲେ । ଆଜି ତାଙ୍କ କାହାଣୀ ନୂଆ ପିଢ଼ି ପାଇଁ ଆଦର୍ଶ । ସମାଜର ପ୍ରତ୍ୟେକ ବର୍ଗ ଏଥିରୁ ଶିକ୍ଷା ନେବା ଉଚିତ ।: [1136, 1871, 1494, 1931]
bikasha-headline: ଏଥର ବିକାଶ ହେବ: [45, 606, 321, 647]
sudoku-note: ଏହାର ଉତ୍ତର ଆଗାମୀକାଲି ପ୍ରକାଶ ପାଇବ ।: [93, 1746, 273, 1757]
sudoku-cell: [163, 1513, 202, 1557]
sudoku-cell: 7: [85, 1513, 124, 1557]
matrupuja-body-left: ଶାଶାରଦୀୟ ଦୁର୍ଗାପୂଜା ମହୋତ୍ସବ ଭାରତର ଏକ ପ୍ରମୁଖ ପର୍ବ । ଏହି ସମୟରେ ସମଗ୍ର ଦେଶରେ ଆନନ୍ଦ ଓ ଉତ୍ସାହର ବାତାବରଣ ସୃଷ୍ଟି ହୁଏ । ମା' ଦୁର୍ଗା ଶକ୍ତିର ପ୍ରତୀକ । ସେ ଅସୁର ବିନାଶ କରି ଧର୍ମ ସଂସ୍ଥାପନ କରିଥିଲେ । ମାତୃଶକ୍ତିର ଉପାସନା ଆମ ସଂସ୍କୃତିର ମୂଳ ଭିତ୍ତି । ପ୍ରାଚୀନ କାଳରୁ ଆମ ଦେଶରେ ନାରୀକୁ ଦେବୀ ରୂପେ ପୂଜା କରାଯାଉଛି । ବେଦ, ଉପନିଷଦ ଓ ପୁରାଣରେ ମାତୃଶକ୍ତିର ମହିମା ବର୍ଣ୍ଣିତ । ମାର୍କଣ୍ଡେୟ ପୁରାଣର ଦେବୀ ମାହାତ୍ମ୍ୟରେ ମା'ଙ୍କ ବିଭିନ୍ନ ରୂପର ବର୍ଣ୍ଣନା ରହିଛି । ମହିଷାସୁର ମର୍ଦ୍ଦିନୀ, ଚାମୁଣ୍ଡା, କାଳୀ, ଲକ୍ଷ୍ମୀ ଓ ସରସ୍ୱତୀ ଏହି ସବୁ ରୂପରେ ମା' ପୂଜା ପାଆନ୍ତି । ଆଜିର ସମାଜରେ ନାରୀ ସୁରକ୍ଷା ଓ ସମ୍ମାନ ପ୍ରସଙ୍ଗ ଗୁରୁତ୍ୱପୂର୍ଣ୍ଣ । ମାତୃପୂଜାର ପ୍ରକୃତ ଅର୍ଥ ହେଉଛି ପ୍ରତ୍ୟେକ ନାରୀକୁ ସମ୍ମାନ ଦେବା । ଯେଉଁଠି ନାରୀ ପୂଜା ପାଆନ୍ତି ସେଠି ଦେବତା ବାସ କରନ୍ତି ବୋଲି ଶାସ୍ତ୍ର କହେ । ରାମାୟଣରେ ଶ୍ରୀରାମ ଅକାଳ ବୋଧନ କରି ଦେବୀଙ୍କୁ ପୂଜା କରିଥିଲେ ।: [370, 831, 740, 1007]
matrupuja-author: ଜନାର୍ଦ୍ଦନ ବନ୍ଦ୍ୟୋପାଧ୍ୟାୟ: [658, 804, 834, 825]
solution-cell: 8: [337, 1859, 358, 1876]
sudoku-cell: [124, 1387, 163, 1429]
khordha-temple-photo: [176, 470, 360, 600]
sudoku-cell: 1: [85, 1655, 124, 1697]
quote-author: –ଶ୍ରୀଅରବିନ୍ଦ: [836, 66, 894, 79]
sudoku-cell: [320, 1697, 359, 1739]
solution-cell: 7: [296, 1774, 317, 1791]
sudoku-cell: [7, 1697, 46, 1739]
pathaka-title: ପାଠକ ଶ୍ରେଷ୍ଠ ବିଚାରକ: [817, 1877, 1026, 1902]
sudoku-cell: [85, 1697, 124, 1739]
sudoku-cell: [203, 1557, 242, 1569]
sudoku-cell: [242, 1697, 281, 1739]
karnataka-banner: [590, 364, 1120, 454]
sudoku-cell: [163, 1611, 202, 1655]
batabarana-body: ଆଆମ ପ୍ରକୃତି ପୂର୍ଣ୍ଣ ଉତ୍ସାହରେ ଭରା । ଋତୁ ପରେ ଋତୁ ଆସେ ଏବଂ ପ୍ରତି ଋତୁ ନିଜର ସୌନ୍ଦର୍ଯ୍ୟ ନେଇ ଆସେ । କିନ୍ତୁ ଆଜି ପ୍ରଦୂଷଣ ଯୋଗୁଁ ଏହି ପ୍ରାକୃତିକ ସନ୍ତୁଳନ ବିଗିଡ଼ି ଯାଉଛି । ଜଙ୍ଗଲ କଟା ଯାଉଛି, ନଦୀ ଶୁଖି ଯାଉଛି, ବାୟୁ ବିଷାକ୍ତ ହେଉଛି । ମଣିଷ ନିଜ ସ୍ୱାର୍ଥ ପାଇଁ ପ୍ରକୃତିକୁ ଧ୍ୱଂସ କରୁଛି । ଏହାର ପରିଣାମ ଆମକୁ ଭୋଗିବାକୁ ପଡ଼ୁଛି । ଅସମୟରେ ବର୍ଷା, ବନ୍ୟା, ମରୁଡ଼ି ଏବଂ ଘୂର୍ଣ୍ଣିବାତ୍ୟା ବଢ଼ି ଚାଲିଛି । ବିଶ୍ୱ ତାପମାତ୍ରା ବୃଦ୍ଧି ଏକ ଗମ୍ଭୀର ସମସ୍ୟା । ଆମେ ସମସ୍ତେ ମିଳିମିଶି ପରିବେଶ ସୁରକ୍ଷା ପାଇଁ କାମ କରିବା ଦରକାର । ପ୍ରତ୍ୟେକ ବ୍ୟକ୍ତି ଗୋଟିଏ ଗଛ ଲଗାଇଲେ ପରିବେଶ ସବୁଜ ହେବ । ପ୍ଲାଷ୍ଟିକ ବ୍ୟବହାର ବନ୍ଦ କରିବା ଓ ଜଳ ସଂରକ୍ଷଣ କରିବା ଆମର କର୍ତ୍ତବ୍ୟ । ଶିଳ୍ପ କାରଖାନାଗୁଡ଼ିକ ପ୍ରଦୂଷଣ ନିୟନ୍ତ୍ରଣ ନିୟମ ମାନିବା ଉଚିତ । ଶିକ୍ଷାନୁଷ୍ଠାନରେ ପରିବେଶ ସଚେତନତା ବଢ଼ାଇବା ଦରକାର । ଗ୍ରାମ ଓ ସହରରେ ସ୍ୱଚ୍ଛତା ଅଭିଯାନ ଜୋରଦାର କରାଯିବା ଆବଶ୍ୟକ । ଆମର ଆଗାମୀ ପିଢ଼ି ପାଇଁ ସୁସ୍ଥ ପରିବେଶ ଛାଡ଼ି ଯିବା ଆମ ଦାୟିତ୍ୱ ।: [1136, 259, 1494, 451]
solution-cell: 2: [193, 1774, 214, 1791]
solution-cell: 9: [172, 1876, 193, 1893]
solution-cell: 2: [213, 1859, 234, 1876]
contact-line1: ପାଠକ ଶ୍ରେଷ୍ଠ ବିଚାରକ ସ୍ତମ୍ଭ ପାଇଁ ଲେଖା ପଠାଇବା ଠିକଣା: ସମ୍ପାଦକ, ଧରିତ୍ରୀ, ବି-୧୫, ରସୁଲଗଡ଼ ଶିଳ୍ପାଞ୍ଚଳ, ଭୁବନେଶ୍ୱର-୭୫୧୦୧୦: [1146, 2005, 1470, 2030]
sudoku-cell: [242, 1471, 281, 1513]
solution-cell: 7: [172, 1842, 193, 1859]
sudoku-cell: [124, 1655, 163, 1697]
sudoku-cell: [163, 1471, 202, 1513]
solution-cell: 4: [172, 1859, 193, 1876]
solution-cell: 5: [234, 1910, 255, 1927]
sudoku-cell: [163, 1697, 202, 1739]
solution-cell: 9: [275, 1774, 296, 1791]
chirantani-box: [1136, 4, 1494, 182]
sudoku-cell: 5: [320, 1569, 359, 1611]
solution-cell: 7: [255, 1791, 276, 1808]
solution-cell: 3: [337, 1774, 358, 1791]
sudoku-cell: [320, 1655, 359, 1697]
sudoku-cell: 3: [281, 1697, 320, 1739]
solution-cell: 7: [317, 1859, 338, 1876]
sudoku-cell: [46, 1513, 85, 1557]
solution-cell: 2: [337, 1893, 358, 1910]
star-emblem-icon: [1041, 11, 1113, 83]
solution-cell: 9: [193, 1808, 214, 1825]
odia-bhasha-body: ମହାଶୟ, ଧରିତ୍ରୀ (୧୨।୧୦)ରେ 'ଓଡ଼ିଆର ଶାସ୍ତ୍ରୀୟ ମାନ୍ୟତା' ଶୀର୍ଷକ ନିବନ୍ଧ ପଢ଼ିଲି । ଓଡ଼ିଆ ଭାଷା ପ୍ରାଚୀନ ଓ ସମୃଦ୍ଧ । ଏହାର ନିଜସ୍ୱ ଲିପି, ବ୍ୟାକରଣ ଓ ସାହିତ୍ୟ ପରମ୍ପରା ଅଛି । ଶାସ୍ତ୍ରୀୟ ମାନ୍ୟତା ପାଇଁ ଆବଶ୍ୟକ ସମସ୍ତ ମାନଦଣ୍ଡ ଓଡ଼ିଆ ପୂରଣ କରୁଛି । ହାତୀଗୁମ୍ଫା ଶିଳାଲେଖରେ ଓଡ଼ିଆ ଭାଷାର ପ୍ରାଚୀନତମ ନିଦର୍ଶନ ମିଳେ । ଚର୍ଯ୍ୟାଗୀତିକା ଓ ସାରଳା ମହାଭାରତ ଏହାର ସାହିତ୍ୟିକ ସମୃଦ୍ଧିର ସାକ୍ଷୀ । ପଞ୍ଚସଖାଙ୍କ ଅବଦାନ ଅବିସ୍ମରଣୀୟ । ରାଜ୍ୟ ସରକାର ଏଥିପାଇଁ କେନ୍ଦ୍ର ନିକଟରେ ଦୃଢ଼ ଦାବି ଉପସ୍ଥାପନ କରିବା ଉଚିତ । ଭାଷାବିତ୍ ଓ ଗବେଷକମାନଙ୍କୁ ନେଇ ଏକ ବିଶେଷଜ୍ଞ କମିଟି ଗଠନ କରାଯିବା ଦରକାର । ତାମିଲ, ସଂସ୍କୃତ, ତେଲୁଗୁ ଓ କନ୍ନଡ଼ ପରେ ଓଡ଼ିଆକୁ ମଧ୍ୟ ଏହି ମାନ୍ୟତା ମିଳିବା ନ୍ୟାୟସଙ୍ଗତ । ସମସ୍ତ ଓଡ଼ିଆ ଏକଜୁଟ ହୋଇ ଏହି ଦାବି ପାଇଁ ସ୍ୱର ଉଠାଇବା ଆବଶ୍ୟକ ।: [389, 1909, 735, 2062]
karnataka-body: ପୋଲିଶରେ ଦେଖି ମୋର ମନେ ହୁଏ । କିନ୍ତୁ କେତେକ ବିରୋଧୀଙ୍କ ଉପରେ ଯେଉଁ କାର୍ଯ୍ୟାନୁଷ୍ଠାନ ନିଆଯାଇଛି ତାହା ପ୍ରଶ୍ନବାଚୀ । ସଚିନ ତେନ୍ଦୁଲକର ୪୯ତମ ଶତକ ହାସଲ କରିଛନ୍ତି । ଏହି ଘଟଣା ପ୍ରତି ଦୃଷ୍ଟି ଆକର୍ଷଣ କରିଛି । ରାଜ୍ୟପାଳଙ୍କ ଭୂମିକା ମଧ୍ୟ ପ୍ରଶ୍ନ ସୃଷ୍ଟି କରିଛି । ଏହା ଆଉ କିଛିଦିନ ଚାଲିବ । କିନ୍ତୁ ଏ ପରିସ୍ଥିତିରେ କେହି କିଛିରେ ନୋଟିସ ଦେଇନାହାନ୍ତି । ଏଥିପାଇଁ ଜନସାଧାରଣଙ୍କ ଧୈର୍ଯ୍ୟ ଭାଙ୍ଗୁଛି । ସମସ୍ତ ଦଳକୁ ଗଣତନ୍ତ୍ରର ମର୍ଯ୍ୟାଦା ରକ୍ଷା କରିବା ଉଚିତ । ବିଧାନସଭାରେ ଯାହା ଘଟିଲା ତାହା ଲଜ୍ଜାଜନକ । କେନ୍ଦ୍ର ସରକାର ଏ ଦିଗରେ କଠୋର ପଦକ୍ଷେପ ନେବା ଦରକାର । ରାଜନୈତିକ ଦଳମାନେ କ୍ଷମତା ପାଇଁ ଯେଉଁ ଖେଳ ଖେଳୁଛନ୍ତି ତାହା ଲୋକତନ୍ତ୍ର ପାଇଁ ବିପଜ୍ଜନକ ।: [752, 193, 1122, 330]
contact-email1-note: (Use only for letters to Editor, news & news photos): [1168, 2063, 1462, 2074]
bikasha-author: –ସରୋଜ କୁମାର ଦାଶ: [256, 1146, 360, 1161]
solution-cell: 9: [317, 1842, 338, 1859]
solution-cell: 9: [337, 1910, 358, 1927]
contact-line3: କେବଳ ବିଜ୍ଞାପନ ପାଇଁ ବ୍ୟବହାର କରନ୍ତୁ :: [1146, 2078, 1307, 2089]
chirantani-author: –କାଳିନ୍ଦୀ ଚରଣ ପାଣିଗ୍ରାହୀ: [1343, 147, 1476, 162]
sudoku-cell: [320, 1611, 359, 1655]
solution-cell: 9: [234, 1859, 255, 1876]
sudoku-cell: [281, 1569, 320, 1611]
jilla-diary-box: [4, 468, 362, 602]
sudoku-cell: [281, 1513, 320, 1557]
contact-line2: କେବଳ ସମ୍ପାଦକଙ୍କୁ ପତ୍ର, ଖବର ପାଇଁ ବ୍ୟବହାର କରନ୍ତୁ :: [1146, 2036, 1384, 2047]
sudoku-cell: [163, 1655, 202, 1697]
solution-cell: 1: [255, 1774, 276, 1791]
contact-email2-note: advertisements, commercial queries): [1209, 2116, 1421, 2127]
solution-cell: 2: [275, 1876, 296, 1893]
sudoku-cell: [203, 1471, 242, 1513]
solution-cell: 6: [296, 1893, 317, 1910]
quote-text: ଭାରତ ଏପରି ଏକ ଶାଶ୍ୱତ ଧର୍ମର ଭିତ୍ତିଭୂମି ଉପରେ ଗଢିଉଠିଛି, ଯାହାର ଆଲିଙ୍ଗନ ଭିତରେ ନିହିତ ଅଛି ସମଗ୍ର ମାନବ ଜାତିର ଦର୍ଶନ ଓ ବାସ୍ତବ ଜୀବନର ଆଶା ଆକାଂକ୍ଷା । କିନ୍ତୁ ଏହି ଧର୍ମକୁ ଏ ସମୟର ଆଧୁନିକ ସ୍ତର ଉପଯୋଗୀ କରିବା ପାଇଁ ପ୍ରୟୋଗ କରିବା ଆବଶ୍ୟକ ।: [360, 5, 894, 48]
sudoku-cell: [163, 1557, 202, 1569]
paper-name: ଧରିତ୍ରୀ: [909, 27, 1028, 71]
bhitiri-author: ନାରାୟଣ ମିଶ୍ର: [1230, 978, 1492, 1016]
solution-cell: 8: [275, 1791, 296, 1808]
sudoku-cell: 6: [242, 1513, 281, 1557]
sudoku-cell: 5: [46, 1697, 85, 1739]
solution-cell: 3: [172, 1825, 193, 1842]
sudoku-cell: 6: [281, 1387, 320, 1429]
sudoku-cell: [7, 1557, 46, 1569]
sudoku-cell: [163, 1429, 202, 1471]
solution-cell: 7: [234, 1825, 255, 1842]
solution-cell: 8: [193, 1825, 214, 1842]
contact-email2[interactable]: E-mail:advt@dharitri.com: [1228, 2089, 1402, 2103]
pathaka-sender: ରାଜନ ଦେହେରା, ୬-୭/୨, ୟୁନିଟ୍-୯, ଭୁବନେଶ୍ୱର: [913, 1949, 1115, 1962]
solution-cell: 5: [296, 1876, 317, 1893]
solution-cell: 6: [193, 1876, 214, 1893]
karnataka-author: ଅରୁଣ ନେହେରୁ: [680, 378, 870, 418]
sudoku-cell: [46, 1655, 85, 1697]
sudoku-cell: 1: [203, 1429, 242, 1471]
sudoku-cell: 5: [281, 1471, 320, 1513]
solution-cell: 6: [234, 1808, 255, 1825]
sudoku-cell: [242, 1429, 281, 1471]
india-map-icon: [290, 10, 336, 60]
bhitiri-title: ଭିତିରି କଥା: [1230, 928, 1492, 972]
solution-cell: 1: [317, 1893, 338, 1910]
solution-cell: 4: [234, 1774, 255, 1791]
matrupuja-address: ନୟାପଲ୍ଲୀ, ଭୁବନେଶ୍ୱର, ମୋ-୯୪୩୭୨୫୮୭୨୪: [916, 1818, 1122, 1831]
